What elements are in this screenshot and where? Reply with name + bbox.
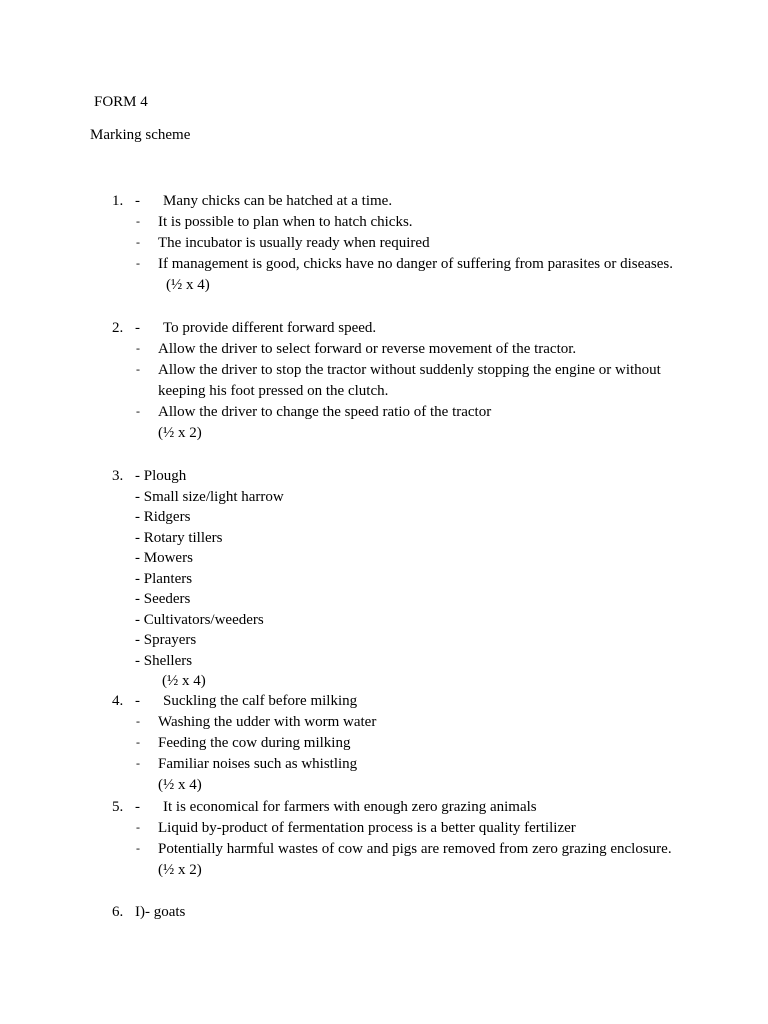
question-3 — [112, 466, 692, 692]
question-first-line — [112, 797, 692, 818]
implement-item: - Sprayers — [135, 632, 197, 648]
answer-point: Many chicks can be hatched at a time. — [163, 193, 393, 209]
answer-item: - Feeding the cow during milking — [112, 733, 692, 754]
answer-point: To provide different forward speed. — [163, 320, 377, 336]
dash-marker: - — [136, 735, 140, 749]
implement-item: - Mowers — [135, 550, 193, 566]
answer-point: It is economical for farmers with enough zero grazing animals — [163, 799, 537, 815]
dash-marker: - — [136, 714, 140, 728]
dash-marker: - — [136, 841, 140, 855]
question-first-line — [112, 691, 692, 712]
dash-marker: - — [136, 404, 140, 418]
implement-item: - Seeders — [135, 591, 191, 607]
dash-marker: - — [136, 235, 140, 249]
question-number: 5. — [112, 799, 124, 815]
question-first-line — [112, 466, 692, 487]
marking-scheme-heading: Marking scheme — [90, 127, 191, 143]
question-number: 2. — [112, 320, 124, 336]
marks-allocation: (½ x 2) — [158, 862, 202, 878]
answer-item: - If management is good, chicks have no danger of suffering from parasites or diseases. — [112, 254, 692, 275]
answer-item: - Allow the driver to change the speed ratio of the tractor — [112, 402, 692, 423]
answer-item: - Potentially harmful wastes of cow and pigs are removed from zero grazing enclosure. — [112, 839, 692, 860]
answer-point: I)- goats — [135, 904, 186, 920]
marks-allocation: (½ x 4) — [158, 777, 202, 793]
implement-item: - Shellers — [135, 652, 193, 669]
answer-item: - Liquid by-product of fermentation process is a better quality fertilizer — [112, 818, 692, 839]
question-5 — [112, 797, 692, 881]
question-2 — [112, 318, 692, 444]
question-first-line — [112, 318, 692, 339]
dash-marker: - — [136, 362, 140, 376]
answer-item: - Washing the udder with worm water — [112, 712, 692, 733]
implement-item: - Ridgers — [135, 509, 191, 525]
dash-marker: - — [135, 193, 140, 209]
question-first-line — [112, 902, 692, 923]
question-1 — [112, 191, 692, 296]
answer-item: - It is possible to plan when to hatch chicks. — [112, 212, 692, 233]
implement-item: - Small size/light harrow — [135, 488, 284, 505]
dash-marker: - — [136, 820, 140, 834]
question-4 — [112, 691, 692, 796]
implement-item: - Plough — [135, 468, 187, 484]
answer-item: - Allow the driver to stop the tractor without suddenly stopping the engine or without keeping his foot pressed on the clutch. — [112, 360, 692, 402]
dash-marker: - — [136, 341, 140, 355]
question-6 — [112, 902, 692, 923]
question-first-line — [112, 191, 692, 212]
question-number: 6. — [112, 904, 124, 920]
answer-item: - Familiar noises such as whistling — [112, 754, 692, 775]
implement-item: - Rotary tillers — [135, 529, 223, 546]
dash-marker: - — [135, 799, 140, 815]
answer-point: Suckling the calf before milking — [163, 693, 358, 709]
question-number: 3. — [112, 468, 124, 484]
marks-allocation: (½ x 4) — [162, 673, 206, 689]
question-number: 4. — [112, 693, 124, 709]
form-heading: FORM 4 — [94, 94, 148, 110]
dash-marker: - — [135, 693, 140, 709]
marks-allocation: (½ x 2) — [158, 425, 202, 441]
dash-marker: - — [136, 214, 140, 228]
implement-item: - Cultivators/weeders — [135, 611, 264, 628]
question-number: 1. — [112, 193, 124, 209]
dash-marker: - — [135, 320, 140, 336]
dash-marker: - — [136, 256, 140, 270]
implement-item: - Planters — [135, 570, 193, 587]
dash-marker: - — [136, 756, 140, 770]
answer-item: - Allow the driver to select forward or reverse movement of the tractor. — [112, 339, 692, 360]
answer-item: - The incubator is usually ready when required — [112, 233, 692, 254]
marks-allocation: (½ x 4) — [166, 277, 210, 293]
